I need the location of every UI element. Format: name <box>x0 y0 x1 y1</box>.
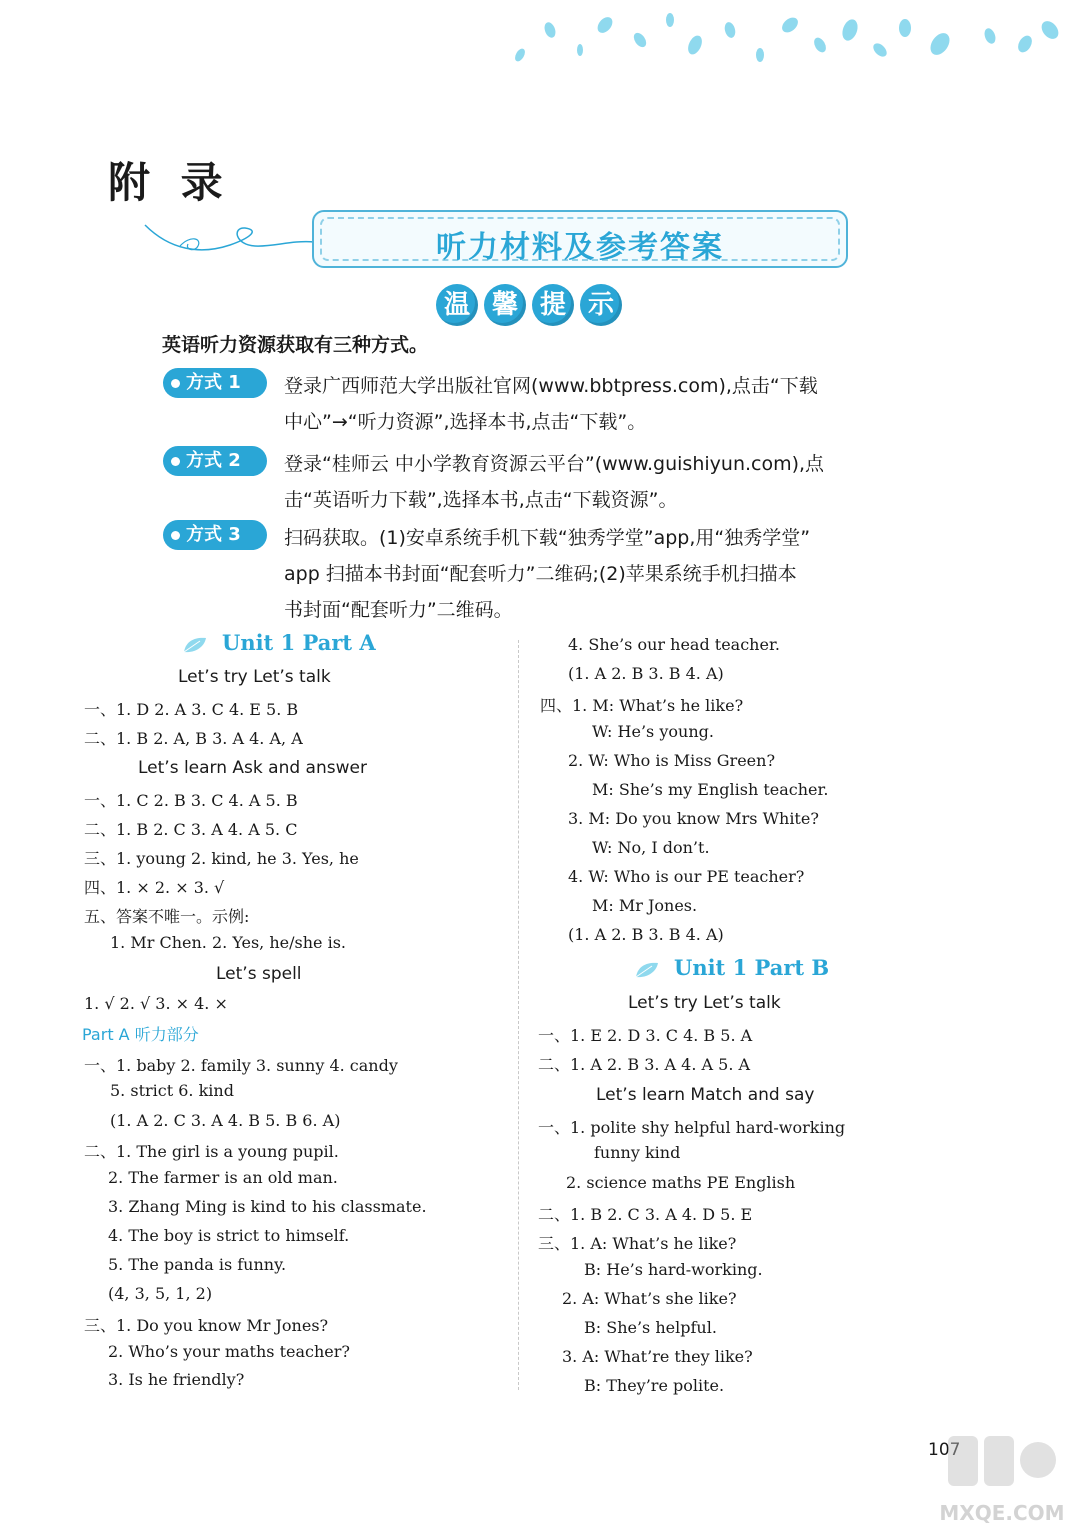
answer-line: 2. A: What’s she like? <box>562 1289 737 1308</box>
part-a-listening-label: Part A 听力部分 <box>82 1025 199 1044</box>
appendix-title: 附 录 <box>108 158 231 207</box>
answer-line: 一、1. D 2. A 3. C 4. E 5. B <box>84 700 299 719</box>
banner-box <box>312 210 848 268</box>
answer-line: (1. A 2. B 3. B 4. A) <box>568 664 724 683</box>
answer-line: M: She’s my English teacher. <box>592 780 829 799</box>
dot-icon <box>171 379 180 388</box>
answer-line: 4. W: Who is our PE teacher? <box>568 867 805 886</box>
answer-line: 五、答案不唯一。示例: <box>84 907 250 926</box>
answer-line: 三、1. Do you know Mr Jones? <box>84 1316 329 1335</box>
answer-line: 四、1. × 2. × 3. √ <box>84 878 225 897</box>
swirl-decoration <box>140 210 320 270</box>
method-1-badge: 方式 1 <box>163 368 267 398</box>
tip-heading <box>436 284 622 328</box>
tip-char: 馨 <box>484 284 526 326</box>
answer-line: 一、1. E 2. D 3. C 4. B 5. A <box>538 1026 753 1045</box>
section-learn-match: Let’s learn Match and say <box>596 1085 815 1105</box>
answer-line: 2. The farmer is an old man. <box>108 1168 338 1187</box>
answer-line: 一、1. polite shy helpful hard-working <box>538 1118 846 1137</box>
answer-line: 2. Who’s your maths teacher? <box>108 1342 350 1361</box>
answer-line: 3. Zhang Ming is kind to his classmate. <box>108 1197 427 1216</box>
answer-line: B: He’s hard-working. <box>584 1260 763 1279</box>
answer-line: 3. M: Do you know Mrs White? <box>568 809 819 828</box>
section-try-talk: Let’s try Let’s talk <box>178 667 331 687</box>
method-3-text: 扫码获取。(1)安卓系统手机下载“独秀学堂”app,用“独秀学堂” app 扫描本书封面“配套听力”二维码;(2)苹果系统手机扫描本 书封面“配套听力”二维码。 <box>284 527 811 621</box>
column-divider <box>518 640 519 1390</box>
answer-line: M: Mr Jones. <box>592 896 698 915</box>
leaf-icon <box>182 636 208 654</box>
decorative-petals <box>480 0 1067 90</box>
answer-line: B: She’s helpful. <box>584 1318 717 1337</box>
tip-char: 提 <box>532 284 574 326</box>
answer-line: 3. Is he friendly? <box>108 1370 245 1389</box>
answer-line: 4. She’s our head teacher. <box>568 635 780 654</box>
answer-line: (1. A 2. B 3. B 4. A) <box>568 925 724 944</box>
unit1-part-a-heading: Unit 1 Part A <box>182 630 376 655</box>
section-learn-ask: Let’s learn Ask and answer <box>138 758 367 778</box>
answer-line: 5. strict 6. kind <box>110 1081 234 1100</box>
answer-line: 5. The panda is funny. <box>108 1255 287 1274</box>
section-spell: Let’s spell <box>216 964 302 984</box>
answer-line: 四、1. M: What’s he like? <box>540 696 744 715</box>
answer-line: 二、1. B 2. C 3. A 4. A 5. C <box>84 820 298 839</box>
banner-title: 听力材料及参考答案 <box>436 230 724 265</box>
answer-line: 1. √ 2. √ 3. × 4. × <box>84 994 228 1013</box>
answer-line: (1. A 2. C 3. A 4. B 5. B 6. A) <box>110 1111 341 1130</box>
method-2-badge: 方式 2 <box>163 446 267 476</box>
svg-text:MXQE.COM: MXQE.COM <box>939 1501 1065 1525</box>
dot-icon <box>171 457 180 466</box>
answer-line: 一、1. baby 2. family 3. sunny 4. candy <box>84 1056 398 1075</box>
intro-text: 英语听力资源获取有三种方式。 <box>162 334 429 356</box>
method-1-text: 登录广西师范大学出版社官网(www.bbtpress.com),点击“下载 中心”→“听力资源”,选择本书,点击“下载”。 <box>284 375 818 433</box>
answer-line: W: He’s young. <box>592 722 714 741</box>
answer-line: 3. A: What’re they like? <box>562 1347 753 1366</box>
answer-line: 2. science maths PE English <box>566 1173 796 1192</box>
answer-line: 4. The boy is strict to himself. <box>108 1226 350 1245</box>
answer-line: 二、1. The girl is a young pupil. <box>84 1142 339 1161</box>
answer-line: 二、1. B 2. A, B 3. A 4. A, A <box>84 729 303 748</box>
answer-line: 一、1. C 2. B 3. C 4. A 5. B <box>84 791 298 810</box>
section-try-talk-b: Let’s try Let’s talk <box>628 993 781 1013</box>
page-number: 107 <box>928 1440 961 1460</box>
method-2-text: 登录“桂师云 中小学教育资源云平台”(www.guishiyun.com),点 击“英语听力下载”,选择本书,点击“下载资源”。 <box>284 453 825 511</box>
answer-line: (4, 3, 5, 1, 2) <box>108 1284 213 1303</box>
answer-line: 三、1. A: What’s he like? <box>538 1234 737 1253</box>
answer-line: W: No, I don’t. <box>592 838 710 857</box>
answer-line: 二、1. B 2. C 3. A 4. D 5. E <box>538 1205 753 1224</box>
answer-line: 1. Mr Chen. 2. Yes, he/she is. <box>110 933 346 952</box>
answer-line: 2. W: Who is Miss Green? <box>568 751 776 770</box>
dot-icon <box>171 531 180 540</box>
answer-line: funny kind <box>594 1143 681 1162</box>
answer-line: B: They’re polite. <box>584 1376 725 1395</box>
method-3-badge: 方式 3 <box>163 520 267 550</box>
answer-line: 二、1. A 2. B 3. A 4. A 5. A <box>538 1055 751 1074</box>
tip-char: 温 <box>436 284 478 326</box>
answer-line: 三、1. young 2. kind, he 3. Yes, he <box>84 849 359 868</box>
leaf-icon <box>634 961 660 979</box>
unit1-part-b-heading: Unit 1 Part B <box>634 955 829 980</box>
tip-char: 示 <box>580 284 622 326</box>
